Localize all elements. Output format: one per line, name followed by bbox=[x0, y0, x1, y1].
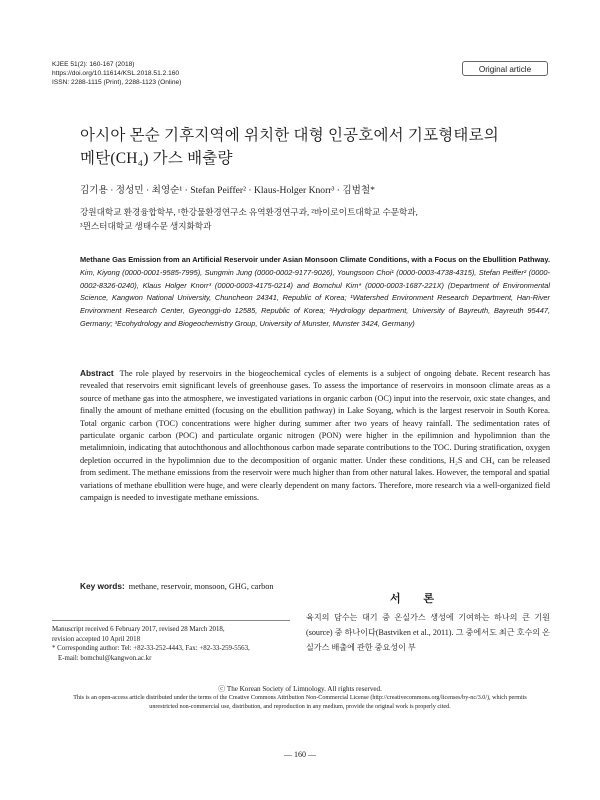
manuscript-notes bbox=[52, 625, 292, 663]
journal-citation: KJEE 51(2): 160-167 (2018) bbox=[52, 61, 135, 68]
affiliation-line-1: 강원대학교 환경융합학부, ¹한강물환경연구소 유역환경연구과, ²바이로이트대학교 수문학과, bbox=[80, 207, 418, 217]
keywords-label: Key words: bbox=[80, 581, 125, 591]
doi-link[interactable]: https://doi.org/10.11614/KSL.2018.51.2.160 bbox=[52, 70, 180, 78]
manuscript-dates: Manuscript received 6 February 2017, revised 28 March 2018, bbox=[52, 626, 225, 633]
affiliations bbox=[80, 205, 550, 233]
corresponding-email[interactable]: E-mail: bomchul@kangwon.ac.kr bbox=[58, 654, 152, 662]
corresponding-author: * Corresponding author: Tel: +82-33-252-4443, Fax: +82-33-259-5563, bbox=[52, 645, 250, 653]
english-authors-affiliations: Kim, Kiyong (0000-0001-9585-7995), Sungmin Jung (0000-0002-9177-9026), Youngsoon Choi¹ (0000-0003-4738-4315), Stefan Peiffer² (0000-0002-8326-0240), Klaus Holger Knorr³ (0000-0003-4175-0214) and Bomchul Kim* (0000-0003-1687-221X) (Department of Environmental Science, Kangwon National University, Chuncheon 24341, Republic of Korea; ¹Watershed Environment Research Department, Han-River Environment Research Center, Gyeonggi-do 12585, Republic of Korea; ²Hydrology department, University of Bayreuth, Bayreuth 95447, Germany; ³Ecohydrology and Biogeochemistry Group, University of Munster, Munster 3424, Germany) bbox=[80, 267, 550, 328]
section-heading-introduction: 서 론 bbox=[390, 593, 445, 605]
introduction-text: 육지의 담수는 대기 중 온실가스 생성에 기여하는 하나의 큰 기원(source) 중 하나이다(Bastviken et al., 2011). 그 중에서도 최근 호수의 온실가스 배출에 관한 중요성이 부 bbox=[306, 613, 550, 652]
english-title: Methane Gas Emission from an Artificial Reservoir under Asian Monsoon Climate Conditions, with a Focus on the Ebullition Pathway. bbox=[80, 255, 550, 264]
page-number: — 160 — bbox=[284, 750, 316, 759]
title-line-1: 아시아 몬순 기후지역에 위치한 대형 인공호에서 기포형태로의 bbox=[80, 127, 499, 144]
article-type-badge: Original article bbox=[462, 61, 548, 76]
journal-meta bbox=[52, 60, 181, 88]
footnote-divider bbox=[52, 620, 290, 621]
english-title-block bbox=[80, 254, 550, 331]
license-notice: This is an open-access article distributed under the terms of the Creative Commons Attribution Non-Commercial License (http://creativecommons.org/licenses/by-nc/3.0/), which permits unrestricted non-commercial use, distribution, and reproduction in any medium, provide the original work is properly cited. bbox=[73, 695, 527, 710]
keywords bbox=[80, 580, 550, 593]
affiliation-line-2: ³뮌스터대학교 생태수문 생지화학과 bbox=[80, 221, 212, 231]
title-line-2: 메탄(CH₄) 가스 배출량 bbox=[80, 150, 233, 167]
author-list: 김기용 · 정성민 · 최영순¹ · Stefan Peiffer² · Klaus-Holger Knorr³ · 김범철* bbox=[80, 185, 375, 196]
keywords-text: methane, reservoir, monsoon, GHG, carbon bbox=[128, 582, 274, 591]
korean-title bbox=[80, 124, 550, 170]
abstract-label: Abstract bbox=[80, 368, 114, 378]
issn-line: ISSN: 2288-1115 (Print), 2288-1123 (Online) bbox=[52, 79, 182, 87]
manuscript-revision: revision accepted 10 April 2018 bbox=[52, 635, 141, 643]
abstract bbox=[80, 367, 550, 504]
copyright-notice: ⓒ The Korean Society of Limnology. All rights reserved. bbox=[218, 685, 382, 693]
abstract-text: The role played by reservoirs in the biogeochemical cycles of elements is a subject of ongoing debate. Recent research has revealed that reservoirs emit significant levels of greenhouse gases. To assess the importance of reservoirs in monsoon climate areas as a source of methane gas into the atmosphere, we investigated variations in organic carbon (OC) input into the reservoir, oxic state changes, and finally the amount of methane emitted (focusing on the ebullition pathway) in Lake Soyang, which is the largest reservoir in South Korea. Total organic carbon (TOC) concentrations were higher during summer after two years of heavy rainfall. The sedimentation rates of particulate organic carbon (POC) and particulate organic nitrogen (PON) were higher in the epilimnion and hypolimnion than the metalimnioin, indicating that autochthonous and allochthonous carbon made separate contributions to the TOC. During stratification, oxygen depletion occurred in the hypolimnion due to the decomposition of organic matter. Under these conditions, H₂S and CH₄ can be released from sediment. The methane emissions from the reservoir were much higher than from other natural lakes. However, the temporal and spatial variations of methane ebullition were huge, and were clearly dependent on many factors. Therefore, more research via a well-organized field campaign is needed to investigate methane emissions. bbox=[80, 369, 550, 503]
